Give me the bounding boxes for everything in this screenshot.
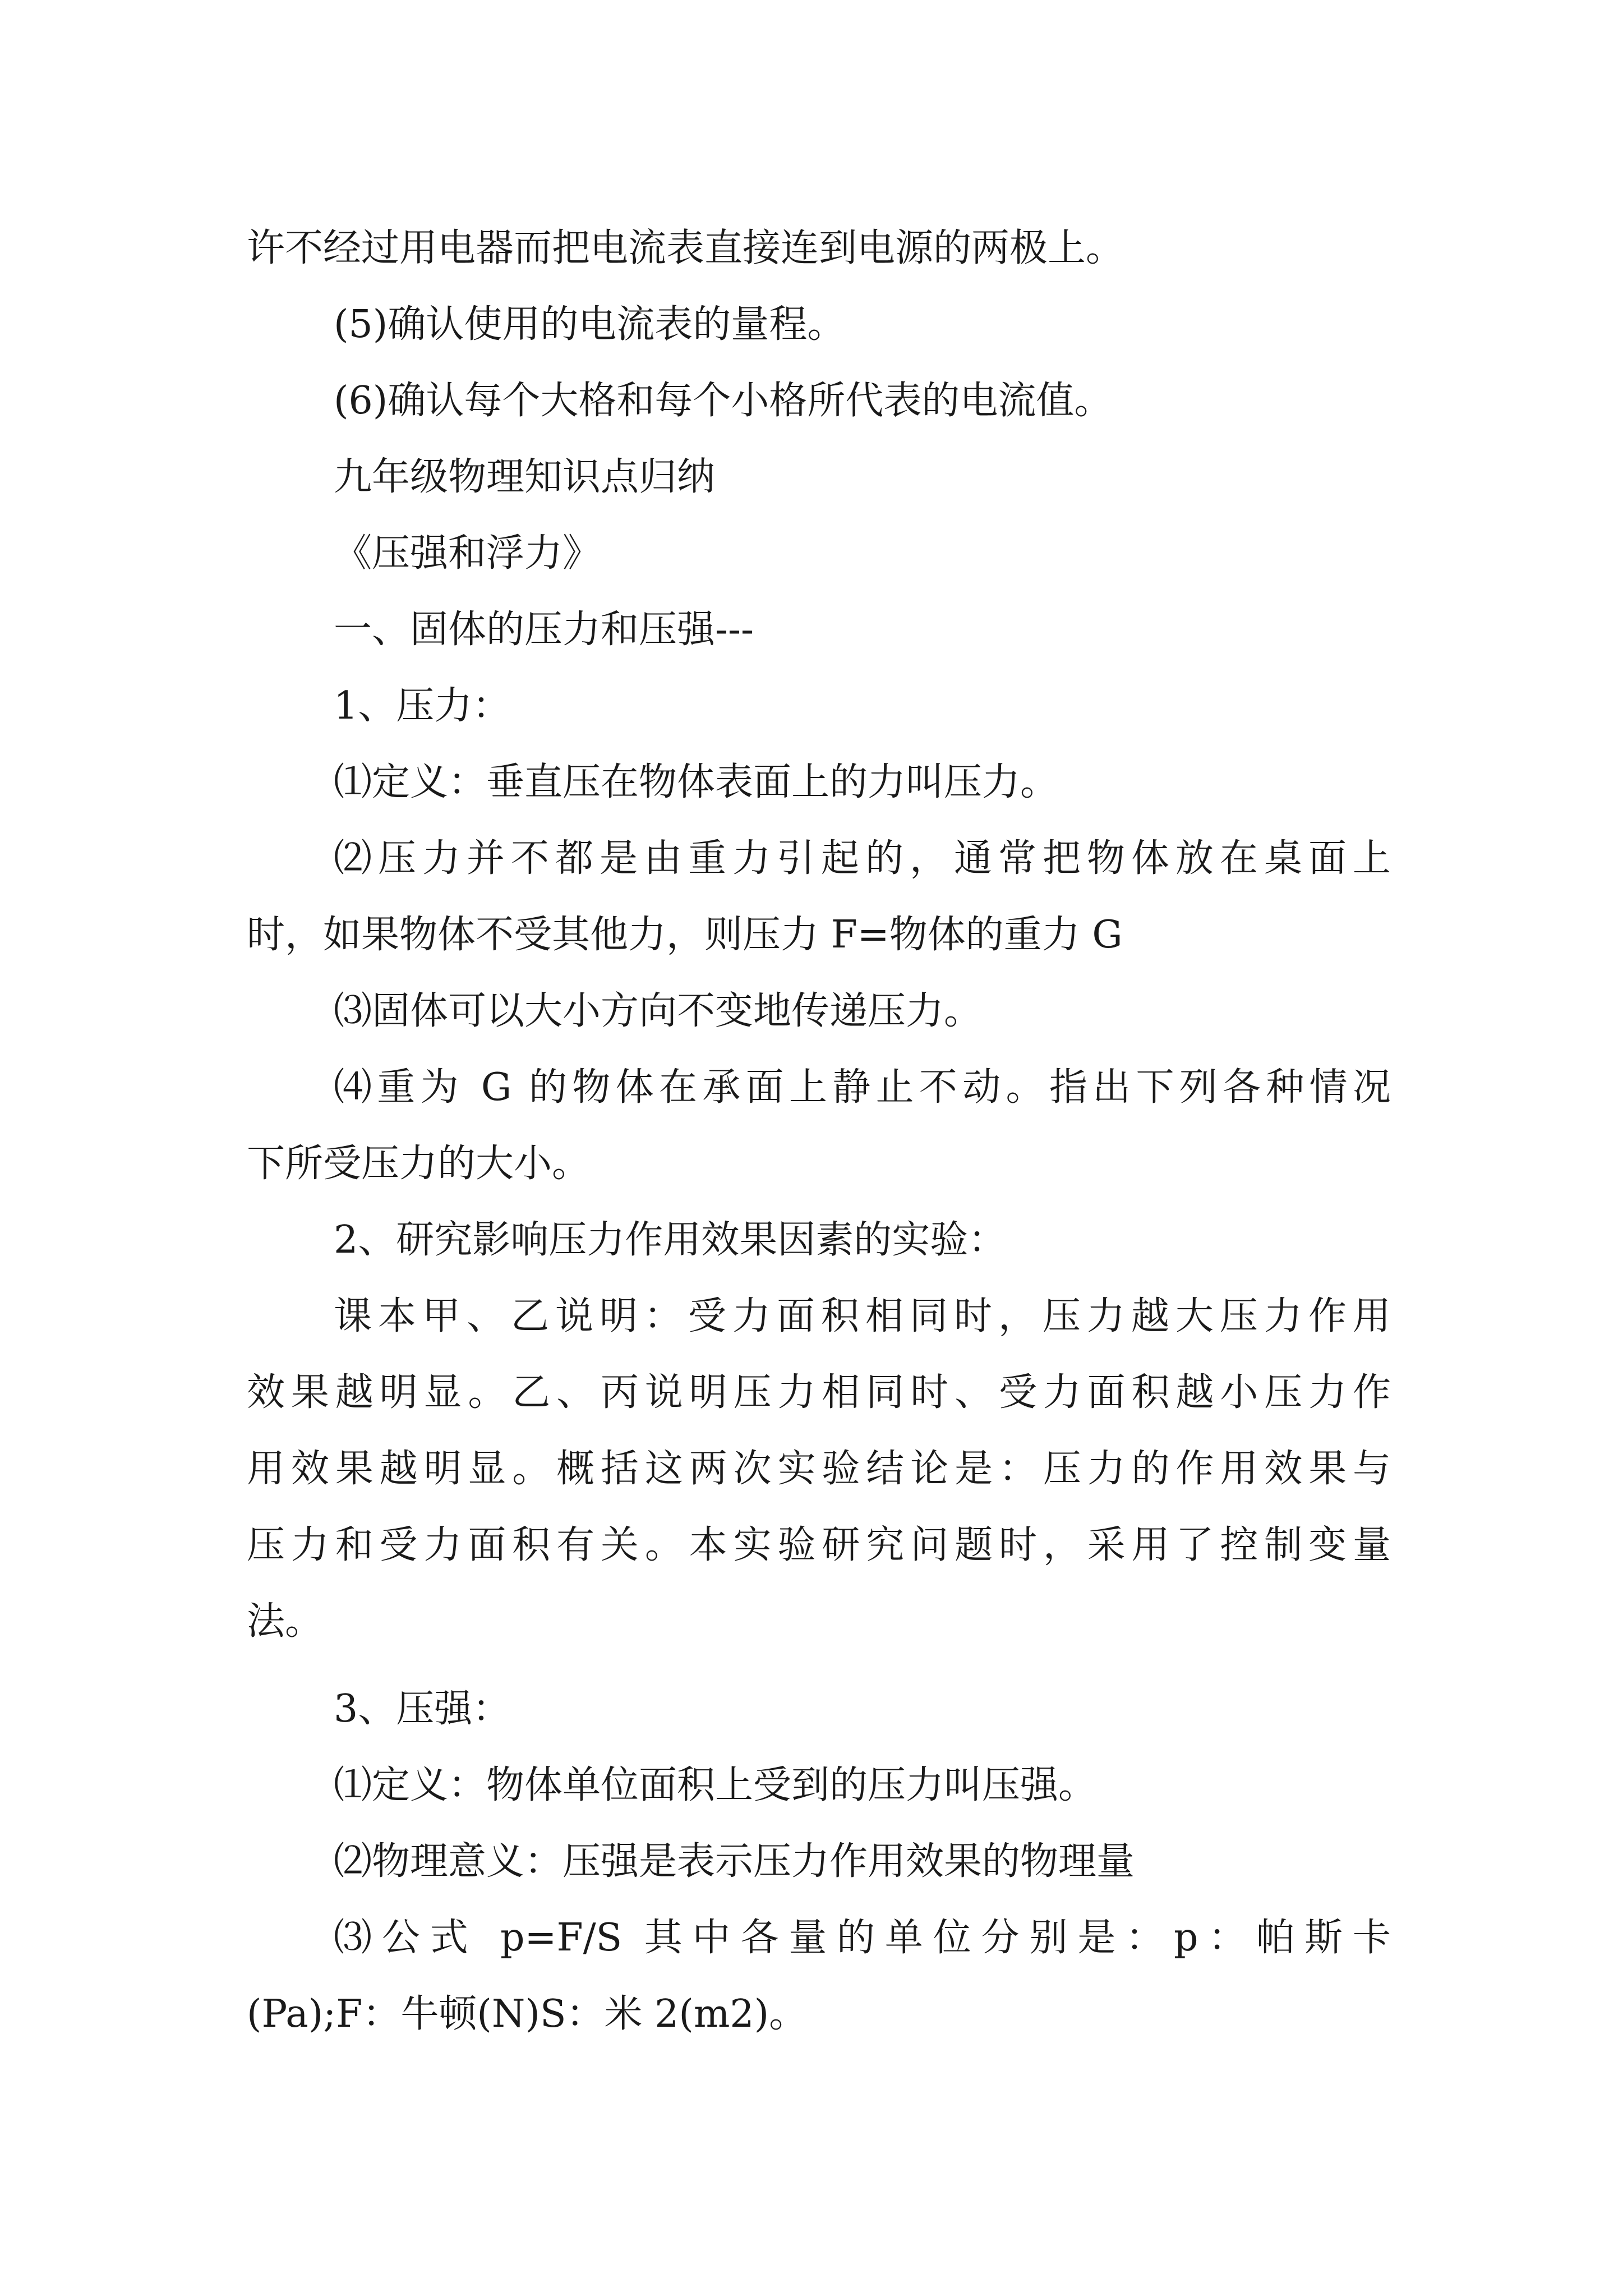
section-heading: 一、固体的压力和压强--- — [334, 608, 754, 652]
subsection-heading: 1、压力： — [334, 684, 511, 728]
text-line: (6)确认每个大格和每个小格所代表的电流值。 — [334, 379, 1113, 423]
text-line: 课本甲、乙说明：受力面积相同时，压力越大压力作用 — [334, 1294, 1391, 1338]
text-line: 时，如果物体不受其他力，则压力 F=物体的重力 G — [247, 913, 1123, 957]
subsection-heading: 2、研究影响压力作用效果因素的实验： — [334, 1218, 1007, 1262]
text-line: 用效果越明显。概括这两次实验结论是：压力的作用效果与 — [247, 1447, 1391, 1491]
section-heading: 九年级物理知识点归纳 — [334, 455, 716, 499]
text-line: (5)确认使用的电流表的量程。 — [334, 302, 846, 347]
document-page — [247, 210, 1391, 2053]
text-line: ⑵物理意义：压强是表示压力作用效果的物理量 — [334, 1839, 1135, 1884]
text-line: 下所受压力的大小。 — [247, 1142, 591, 1186]
text-line: ⑴定义：物体单位面积上受到的压力叫压强。 — [334, 1763, 1097, 1807]
chapter-title: 《压强和浮力》 — [334, 531, 601, 576]
text-line: ⑵压力并不都是由重力引起的，通常把物体放在桌面上 — [334, 836, 1391, 881]
subsection-heading: 3、压强： — [334, 1687, 511, 1731]
text-line: 效果越明显。乙、丙说明压力相同时、受力面积越小压力作 — [247, 1370, 1391, 1415]
text-line: 许不经过用电器而把电流表直接连到电源的两极上。 — [247, 226, 1124, 270]
text-line: ⑴定义：垂直压在物体表面上的力叫压力。 — [334, 760, 1059, 804]
text-line: 压力和受力面积有关。本实验研究问题时，采用了控制变量 — [247, 1523, 1391, 1567]
text-line: (Pa);F：牛顿(N)S：米 2(m2)。 — [247, 1992, 808, 2036]
text-line: ⑷重为 G 的物体在承面上静止不动。指出下列各种情况 — [334, 1065, 1391, 1110]
text-line: ⑶公式 p=F/S 其中各量的单位分别是：p：帕斯卡 — [334, 1916, 1391, 1960]
text-line: ⑶固体可以大小方向不变地传递压力。 — [334, 989, 983, 1033]
text-line: 法。 — [247, 1599, 324, 1644]
